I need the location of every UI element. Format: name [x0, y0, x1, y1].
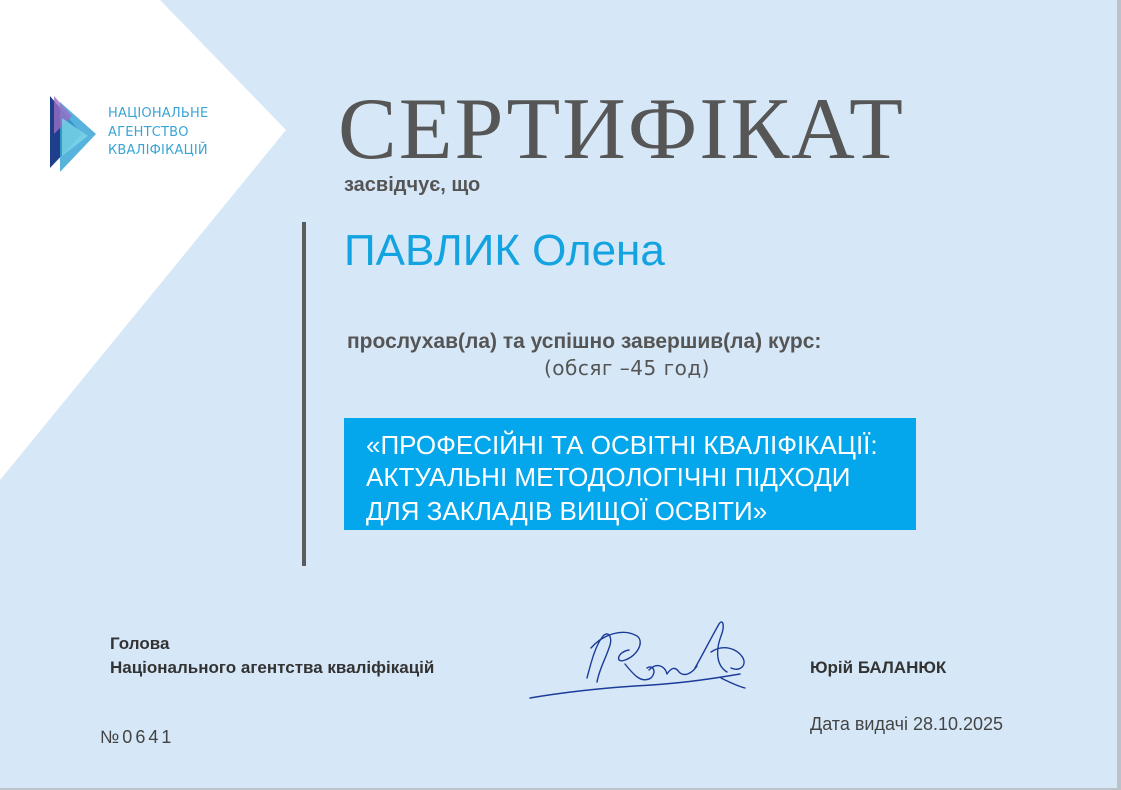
completed-course-text: прослухав(ла) та успішно завершив(ла) курс:	[347, 330, 822, 353]
agency-logo	[48, 94, 228, 174]
recipient-name: ПАВЛИК Олена	[344, 226, 665, 275]
signer-position	[110, 632, 434, 680]
logo-line: АГЕНТСТВО	[108, 124, 189, 140]
course-title-line: ДЛЯ ЗАКЛАДІВ ВИЩОЇ ОСВІТИ»	[366, 496, 768, 526]
agency-logo-icon	[48, 94, 100, 174]
logo-line: КВАЛІФІКАЦІЙ	[108, 143, 208, 158]
certifies-text: засвідчує, що	[344, 174, 481, 196]
logo-line: НАЦІОНАЛЬНЕ	[108, 106, 209, 121]
certificate-number: №0641	[100, 727, 175, 747]
course-title-box	[344, 418, 916, 530]
position-line: Національного агентства кваліфікацій	[110, 658, 435, 677]
agency-logo-text	[108, 105, 208, 161]
position-line: Голова	[110, 634, 170, 653]
course-title-line: «ПРОФЕСІЙНІ ТА ОСВІТНІ КВАЛІФІКАЦІЇ:	[366, 430, 878, 460]
issue-date: Дата видачі 28.10.2025	[810, 714, 1004, 734]
certificate-title: СЕРТИФІКАТ	[338, 81, 905, 178]
signer-name: Юрій БАЛАНЮК	[810, 658, 947, 677]
signature	[525, 608, 755, 708]
course-title-line: АКТУАЛЬНІ МЕТОДОЛОГІЧНІ ПІДХОДИ	[366, 462, 851, 492]
vertical-divider	[302, 222, 306, 566]
course-volume: (обсяг –45 год)	[544, 356, 710, 380]
